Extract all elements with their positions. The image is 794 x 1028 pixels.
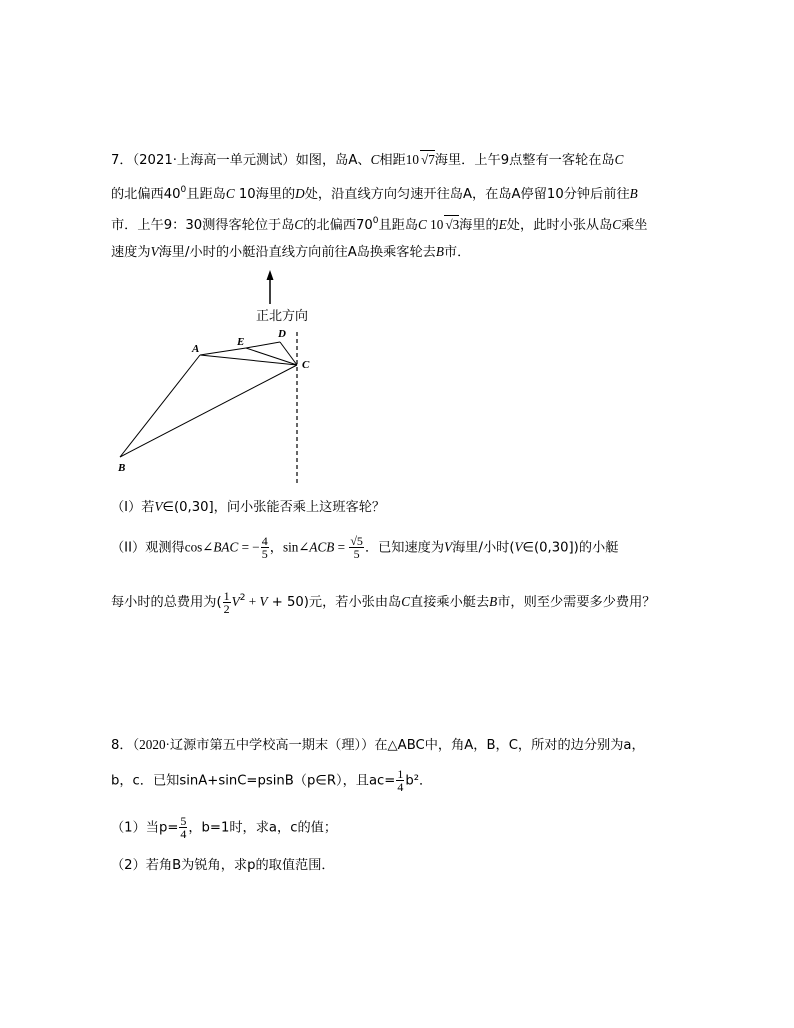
label-A: A bbox=[192, 343, 200, 355]
label-E: E bbox=[237, 336, 245, 348]
north-arrow-icon bbox=[267, 270, 274, 280]
q7-var: V bbox=[514, 539, 523, 555]
q7-part2-line-2 bbox=[111, 589, 655, 615]
q7-text: ∈(0,30])的小艇 bbox=[522, 540, 619, 556]
denominator: 2 bbox=[223, 601, 230, 616]
q7-text: 且距岛 bbox=[378, 218, 419, 233]
q7-text: 海里．上午9点整有一客轮在岛 bbox=[434, 153, 615, 168]
fraction-4-5 bbox=[261, 535, 269, 560]
q7-text: 处，此时小张从岛 bbox=[506, 218, 613, 233]
q7-text: 市，则至少需要多少费用？ bbox=[497, 595, 656, 610]
label-B: B bbox=[118, 462, 126, 474]
q7-text: ∈(0,30]，问小张能否乘上这班客轮？ bbox=[162, 500, 386, 515]
north-label: 正北方向 bbox=[256, 309, 309, 324]
q7-text: 每小时的总费用为( bbox=[111, 595, 222, 610]
numerator: 1 bbox=[397, 767, 404, 781]
q8-text: （1）当p= bbox=[111, 820, 179, 836]
segment-BC bbox=[120, 365, 297, 457]
q7-var: V bbox=[259, 594, 268, 609]
q7-text: 直接乘小艇去 bbox=[410, 595, 490, 610]
fraction-sqrt5-5 bbox=[349, 535, 364, 560]
q7-var: B bbox=[489, 594, 498, 609]
q7-text: 市． bbox=[443, 245, 471, 260]
degree-mark: 0 bbox=[372, 216, 379, 226]
q7-var: E bbox=[498, 217, 507, 232]
q8-text: 在△ABC中，角A，B，C，所对的边分别为a， bbox=[374, 738, 645, 753]
equals: = bbox=[334, 539, 349, 555]
q7-text: 的北偏西40 bbox=[111, 187, 181, 202]
label-C: C bbox=[302, 359, 310, 371]
q7-text: + 50)元，若小张由岛 bbox=[267, 595, 402, 610]
fraction-5-4 bbox=[179, 815, 187, 840]
q7-text: 乘坐 bbox=[621, 218, 648, 233]
sqrt-7: √7 bbox=[420, 152, 435, 167]
segment-AE bbox=[200, 348, 246, 355]
exponent: 2 bbox=[239, 593, 246, 603]
q7-text: 处，沿直线方向匀速开往岛A，在岛A停留10分钟后前往 bbox=[304, 187, 630, 202]
q7-num: 10 bbox=[426, 217, 444, 232]
q7-var: V bbox=[154, 499, 163, 514]
q7-var: B bbox=[629, 186, 638, 201]
sin-symbol: sin∠ bbox=[282, 539, 310, 555]
q7-var: C bbox=[401, 594, 411, 609]
q8-source: （2020·辽源市第五中学校高一期末（理）） bbox=[132, 737, 375, 752]
q7-part1 bbox=[111, 498, 385, 517]
q7-text: 市．上午9：30测得客轮位于岛 bbox=[111, 218, 295, 233]
plus: + bbox=[245, 594, 260, 609]
denominator: 5 bbox=[353, 547, 360, 561]
q7-text: 海里/小时的小艇沿直线方向前往A岛换乘客轮去 bbox=[158, 245, 436, 260]
q8-part1 bbox=[111, 815, 337, 840]
q7-var: B bbox=[435, 244, 444, 259]
q7-source: （2021·上海高一单元测试） bbox=[132, 153, 296, 168]
radicand: 7 bbox=[428, 152, 435, 167]
q7-var: C bbox=[612, 217, 622, 232]
angle-name: ACB bbox=[309, 539, 335, 555]
radicand: 3 bbox=[452, 217, 460, 232]
q7-text: 相距 bbox=[379, 153, 406, 168]
q7-var: C bbox=[418, 217, 427, 232]
q7-text: ， bbox=[269, 540, 283, 556]
q8-line-1 bbox=[111, 736, 645, 755]
q8-text: （2）若角B为锐角，求p的取值范围． bbox=[111, 858, 335, 873]
equals: = − bbox=[238, 539, 260, 555]
q7-var: D bbox=[295, 186, 305, 201]
angle-name: BAC bbox=[213, 539, 239, 555]
fraction-1-2 bbox=[223, 590, 231, 615]
segment-AB bbox=[120, 355, 200, 457]
sqrt-3: √3 bbox=[445, 217, 460, 232]
q8-line-2 bbox=[111, 768, 432, 793]
numerator: 1 bbox=[223, 588, 230, 603]
q7-var: C bbox=[225, 186, 235, 201]
q7-text: （II）观测得 bbox=[111, 540, 185, 556]
q7-text: 10海里的 bbox=[234, 187, 296, 202]
fraction-1-4 bbox=[396, 768, 404, 793]
segment-ED bbox=[246, 342, 280, 348]
q7-text: 且距岛 bbox=[186, 187, 226, 202]
q8-text: b²． bbox=[405, 773, 433, 789]
q7-var: C bbox=[614, 152, 624, 167]
label-D: D bbox=[278, 328, 286, 340]
q7-var: C bbox=[370, 152, 380, 167]
q7-text: 海里/小时( bbox=[452, 540, 515, 556]
denominator: 5 bbox=[261, 547, 268, 561]
q7-num: 10 bbox=[405, 152, 419, 167]
numerator: 4 bbox=[261, 534, 268, 548]
q7-text: （I）若 bbox=[111, 500, 155, 515]
q7-text: 的北偏西70 bbox=[303, 218, 373, 233]
q7-text: 如图，岛A、 bbox=[295, 153, 371, 168]
denominator: 4 bbox=[397, 780, 404, 794]
q7-text: 速度为 bbox=[111, 245, 151, 260]
q8-text: ，b=1时，求a，c的值； bbox=[188, 820, 338, 836]
q7-part2-line-1 bbox=[111, 535, 618, 560]
q7-text: 海里的 bbox=[459, 218, 499, 233]
q7-text: ．已知速度为 bbox=[364, 540, 445, 556]
segment-DC bbox=[280, 342, 297, 365]
q7-var: C bbox=[294, 217, 304, 232]
q8-number: 8． bbox=[111, 738, 133, 753]
q7-var: V bbox=[150, 244, 159, 259]
q8-part2 bbox=[111, 857, 335, 875]
q8-text: b，c．已知sinA+sinC=psinB（p∈R），且ac= bbox=[111, 773, 396, 789]
q7-var: V bbox=[231, 594, 240, 609]
denominator: 4 bbox=[180, 827, 187, 841]
degree-mark: 0 bbox=[180, 185, 187, 195]
numerator: 5 bbox=[180, 814, 187, 828]
cos-symbol: cos∠ bbox=[184, 539, 214, 555]
q7-var: V bbox=[444, 539, 453, 555]
numerator: √5 bbox=[350, 534, 363, 548]
q7-number: 7． bbox=[111, 153, 133, 168]
